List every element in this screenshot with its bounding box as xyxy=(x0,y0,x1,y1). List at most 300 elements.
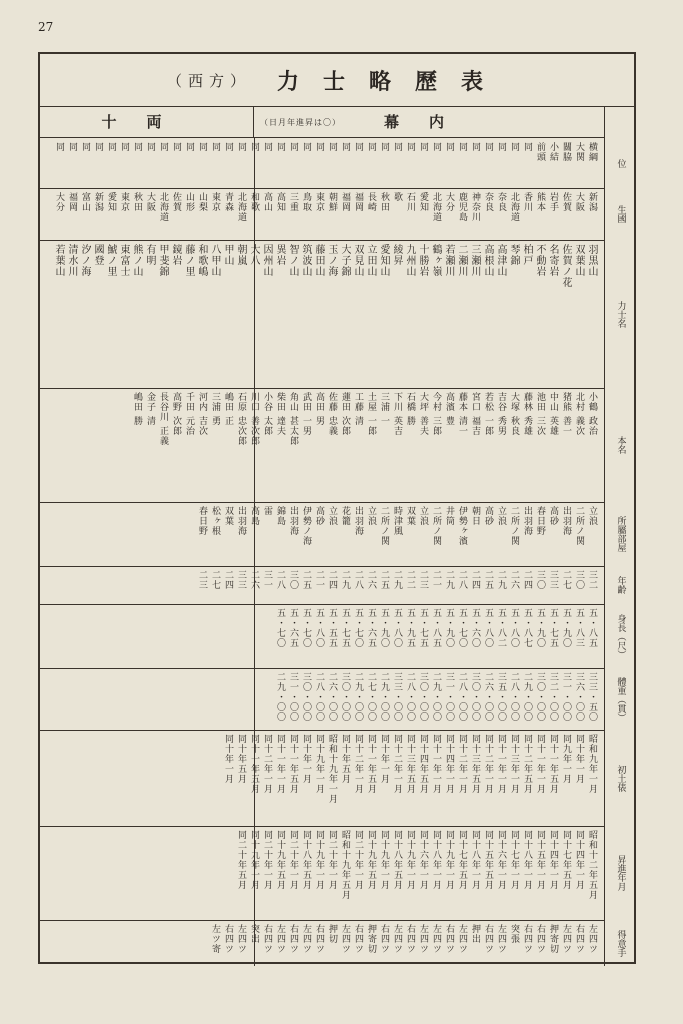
cell-province: 和歌 xyxy=(249,192,259,212)
cell-real-name: 大塚 秋良 xyxy=(509,392,519,436)
cell-age: 二五 xyxy=(379,570,389,590)
cell-debut: 同十一年一月 xyxy=(496,734,506,794)
cell-name: 甲斐錦 xyxy=(157,244,168,277)
cell-real-name: 若松 一郎 xyxy=(483,392,493,436)
cell-technique: 右四ツ xyxy=(223,924,233,954)
cell-promotion: 同十五年一月 xyxy=(535,830,545,890)
cell-rank: 同 xyxy=(496,142,506,152)
cell-name: 鏡岩 xyxy=(170,244,181,266)
cell-technique: 押出 xyxy=(470,924,480,944)
cell-name: 名寄岩 xyxy=(547,244,558,277)
title-prefix: （西方） xyxy=(166,71,251,90)
cell-province: 大分 xyxy=(54,192,64,212)
cell-technique: 左四ツ xyxy=(431,924,441,954)
cell-debut: 同十三年五月 xyxy=(405,734,415,794)
cell-debut: 同十年五月 xyxy=(340,734,350,784)
cell-technique: 左ツ寄 xyxy=(210,924,220,954)
cell-debut: 同十三年一月 xyxy=(509,734,519,794)
cell-real-name: 池田 三次 xyxy=(535,392,545,436)
cell-promotion: 同二十年一月 xyxy=(262,830,272,890)
cell-rank: 同 xyxy=(80,142,90,152)
cell-real-name: 土屋 一郎 xyxy=(366,392,376,436)
cell-name: 三瀬川 xyxy=(469,244,480,277)
cell-name: 因州山 xyxy=(261,244,272,277)
cell-rank: 同 xyxy=(522,142,532,152)
cell-age: 二二 xyxy=(405,570,415,590)
cell-technique: 左四ツ xyxy=(236,924,246,954)
cell-technique: 右四ツ xyxy=(314,924,324,954)
cell-debut: 同十年一月 xyxy=(574,734,584,784)
cell-rank: 同 xyxy=(288,142,298,152)
header-age: 年齢 xyxy=(615,576,626,594)
cell-technique: 右四ツ xyxy=(574,924,584,954)
cell-stable: 春日野 xyxy=(197,506,207,536)
cell-debut: 同十年一月 xyxy=(223,734,233,784)
cell-stable: 高砂 xyxy=(548,506,558,526)
cell-rank: 同 xyxy=(431,142,441,152)
cell-debut: 同十二年五月 xyxy=(522,734,532,794)
cell-age: 二九 xyxy=(496,570,506,590)
cell-province: 秋田 xyxy=(132,192,142,212)
cell-weight: 二八・〇〇 xyxy=(314,672,324,722)
cell-technique: 左四ツ xyxy=(301,924,311,954)
cell-technique: 左四ツ xyxy=(275,924,285,954)
cell-age: 二四 xyxy=(223,570,233,590)
cell-age: 二八 xyxy=(275,570,285,590)
cell-height: 五・八〇 xyxy=(483,608,493,648)
cell-rank: 同 xyxy=(93,142,103,152)
cell-province: 山梨 xyxy=(197,192,207,212)
cell-province: 岩手 xyxy=(548,192,558,212)
cell-weight: 三一・〇〇 xyxy=(444,672,454,722)
cell-real-name: 北村 義次 xyxy=(574,392,584,436)
header-weight: 體重（貫） xyxy=(615,676,626,722)
cell-debut: 同十年一月 xyxy=(301,734,311,784)
cell-province: 大阪 xyxy=(574,192,584,212)
cell-real-name: 蓮田 次郎 xyxy=(340,392,350,436)
cell-rank: 同 xyxy=(210,142,220,152)
cell-real-name: 三浦 勇 xyxy=(210,392,220,426)
cell-weight: 二九・〇〇 xyxy=(353,672,363,722)
cell-promotion: 同十八年一月 xyxy=(522,830,532,890)
cell-name: 異岩 xyxy=(274,244,285,266)
cell-age: 三一 xyxy=(262,570,272,590)
cell-stable: 出羽海 xyxy=(522,506,532,536)
cell-real-name: 藤林 秀雄 xyxy=(522,392,532,436)
cell-province: 東京 xyxy=(210,192,220,212)
cell-rank: 同 xyxy=(223,142,233,152)
cell-stable: 井筒 xyxy=(444,506,454,526)
cell-real-name: 吉谷 秀男 xyxy=(496,392,506,436)
cell-age: 二七 xyxy=(561,570,571,590)
cell-stable: 立浪 xyxy=(496,506,506,526)
cell-height: 五・九五 xyxy=(405,608,415,648)
cell-real-name: 千田 元治 xyxy=(184,392,194,436)
cell-weight: 三〇・〇〇 xyxy=(340,672,350,722)
cell-name: 柏戸 xyxy=(521,244,532,266)
cell-technique: 右四ツ xyxy=(405,924,415,954)
cell-name: 清水川 xyxy=(66,244,77,277)
cell-name: 汐ノ海 xyxy=(79,244,90,277)
cell-promotion: 同十六年一月 xyxy=(418,830,428,890)
cell-name: 二瀬川 xyxy=(456,244,467,277)
cell-stable: 出羽海 xyxy=(561,506,571,536)
cell-weight: 三二・〇〇 xyxy=(548,672,558,722)
cell-province: 奈良 xyxy=(483,192,493,212)
cell-height: 五・七五 xyxy=(340,608,350,648)
cell-name: 高根山 xyxy=(482,244,493,277)
row-divider xyxy=(40,502,604,503)
cell-province: 大阪 xyxy=(145,192,155,212)
cell-technique: 左四ツ xyxy=(418,924,428,954)
cell-province: 東京 xyxy=(119,192,129,212)
cell-rank: 同 xyxy=(353,142,363,152)
cell-technique: 押寄切 xyxy=(548,924,558,954)
cell-stable: 二所ノ関 xyxy=(431,506,441,546)
cell-age: 二六 xyxy=(509,570,519,590)
cell-weight: 二九・〇〇 xyxy=(431,672,441,722)
cell-province: 歌 xyxy=(392,192,402,202)
cell-real-name: 宮口 福吉 xyxy=(470,392,480,436)
cell-promotion: 同十四年一月 xyxy=(574,830,584,890)
cell-technique: 右四ツ xyxy=(444,924,454,954)
cell-province: 福岡 xyxy=(340,192,350,212)
cell-height: 五・六五 xyxy=(288,608,298,648)
cell-age: 三〇 xyxy=(288,570,298,590)
cell-name: 愛知山 xyxy=(378,244,389,277)
cell-province: 北海道 xyxy=(431,192,441,222)
roster-table xyxy=(38,52,636,964)
cell-promotion: 同十九年五月 xyxy=(275,830,285,890)
cell-real-name: 小鶴 政治 xyxy=(587,392,597,436)
cell-name: 大八 xyxy=(248,244,259,266)
cell-province: 三重 xyxy=(288,192,298,212)
cell-rank: 同 xyxy=(444,142,454,152)
cell-real-name: 佐藤 忠義 xyxy=(327,392,337,436)
cell-stable: 双葉 xyxy=(405,506,415,526)
cell-age: 二四 xyxy=(522,570,532,590)
cell-rank: 同 xyxy=(132,142,142,152)
cell-name: 智ノ山 xyxy=(287,244,298,277)
cell-name: 甲山 xyxy=(222,244,233,266)
cell-weight: 三三・〇〇 xyxy=(392,672,402,722)
cell-weight: 二九・〇〇 xyxy=(275,672,285,722)
cell-name: 高津山 xyxy=(495,244,506,277)
cell-stable: 出羽海 xyxy=(236,506,246,536)
cell-rank: 同 xyxy=(392,142,402,152)
cell-real-name: 角山 甚太郎 xyxy=(288,392,298,446)
cell-height: 五・八五 xyxy=(431,608,441,648)
cell-weight: 三一・〇〇 xyxy=(561,672,571,722)
cell-age: 二五 xyxy=(483,570,493,590)
cell-rank: 同 xyxy=(275,142,285,152)
cell-rank: 同 xyxy=(106,142,116,152)
cell-name: 東富士 xyxy=(118,244,129,277)
cell-province: 北海道 xyxy=(509,192,519,222)
cell-promotion: 同二十年一月 xyxy=(288,830,298,890)
row-divider xyxy=(40,920,604,921)
cell-province: 鳥取 xyxy=(301,192,311,212)
cell-stable: 伊勢ノ海 xyxy=(301,506,311,546)
cell-stable: 春日野 xyxy=(535,506,545,536)
cell-weight: 三五・〇〇 xyxy=(496,672,506,722)
cell-technique: 右四ツ xyxy=(262,924,272,954)
page-number: 27 xyxy=(38,20,54,34)
cell-real-name: 柴田 達夫 xyxy=(275,392,285,436)
cell-promotion: 同十四年一月 xyxy=(548,830,558,890)
cell-rank: 同 xyxy=(327,142,337,152)
header-real-name: 本名 xyxy=(615,436,626,454)
cell-technique: 左四ツ xyxy=(340,924,350,954)
cell-stable: 出羽海 xyxy=(288,506,298,536)
cell-stable: 伊勢ヶ濱 xyxy=(457,506,467,546)
cell-promotion: 同二十年一月 xyxy=(353,830,363,890)
cell-promotion: 同十七年五月 xyxy=(457,830,467,890)
cell-name: 佐賀ノ花 xyxy=(560,244,571,288)
cell-province: 香川 xyxy=(522,192,532,212)
cell-province: 大分 xyxy=(444,192,454,212)
cell-height: 五・六〇 xyxy=(470,608,480,648)
cell-real-name: 高濱 豊 xyxy=(444,392,454,426)
cell-real-name: 嶋田 正 xyxy=(223,392,233,426)
header-province: 生國 xyxy=(615,205,626,223)
cell-name: 和歌嶋 xyxy=(196,244,207,277)
cell-weight: 三六・〇〇 xyxy=(574,672,584,722)
cell-height: 五・八五 xyxy=(587,608,597,648)
cell-debut: 同十一年五月 xyxy=(249,734,259,794)
cell-stable: 立浪 xyxy=(587,506,597,526)
cell-debut: 同十九年一月 xyxy=(314,734,324,794)
row-divider xyxy=(40,604,604,605)
cell-technique: 右四ツ xyxy=(353,924,363,954)
cell-real-name: 石橋 勝 xyxy=(405,392,415,426)
cell-stable: 二所ノ関 xyxy=(509,506,519,546)
cell-age: 二八 xyxy=(353,570,363,590)
cell-age: 三三 xyxy=(548,570,558,590)
cell-rank: 前頭 xyxy=(535,142,545,162)
cell-stable: 高砂 xyxy=(314,506,324,526)
cell-promotion: 同二十年一月 xyxy=(327,830,337,890)
cell-technique: 左四ツ xyxy=(496,924,506,954)
cell-debut: 同十四年五月 xyxy=(418,734,428,794)
cell-name: 綾昇 xyxy=(391,244,402,266)
cell-promotion: 昭和十九年五月 xyxy=(340,830,350,900)
cell-height: 五・八〇 xyxy=(314,608,324,648)
cell-real-name: 高田 男 xyxy=(314,392,324,426)
cell-name: 八甲山 xyxy=(209,244,220,277)
cell-age: 二九 xyxy=(444,570,454,590)
cell-weight: 三〇・〇〇 xyxy=(418,672,428,722)
cell-weight: 三三・五〇 xyxy=(587,672,597,722)
cell-age: 二九 xyxy=(340,570,350,590)
cell-province: 愛知 xyxy=(106,192,116,212)
cell-promotion: 同十八年五月 xyxy=(392,830,402,890)
cell-debut: 同十一年五月 xyxy=(288,734,298,794)
cell-rank: 同 xyxy=(54,142,64,152)
cell-weight: 二六・〇〇 xyxy=(327,672,337,722)
cell-real-name: 川口 善次郎 xyxy=(249,392,259,446)
cell-technique: 突張 xyxy=(509,924,519,944)
cell-name: 十勝岩 xyxy=(417,244,428,277)
cell-weight: 二九・〇〇 xyxy=(379,672,389,722)
cell-height: 五・九〇 xyxy=(535,608,545,648)
cell-debut: 同十三年五月 xyxy=(470,734,480,794)
cell-real-name: 下川 英吉 xyxy=(392,392,402,436)
cell-weight: 二八・〇〇 xyxy=(509,672,519,722)
cell-rank: 小結 xyxy=(548,142,558,162)
cell-technique: 左四ツ xyxy=(457,924,467,954)
cell-weight: 二六・〇〇 xyxy=(483,672,493,722)
cell-stable: 花籠 xyxy=(340,506,350,526)
cell-stable: 高島 xyxy=(249,506,259,526)
cell-age: 二四 xyxy=(327,570,337,590)
cell-height: 五・五五 xyxy=(327,608,337,648)
cell-province: 愛知 xyxy=(418,192,428,212)
cell-promotion: 同十七年一月 xyxy=(509,830,519,890)
cell-rank: 同 xyxy=(262,142,272,152)
section-makuuchi-note: （日月年進昇は〇） xyxy=(260,118,341,127)
cell-stable: 立浪 xyxy=(418,506,428,526)
cell-height: 五・八七 xyxy=(522,608,532,648)
row-divider xyxy=(40,826,604,827)
cell-rank: 同 xyxy=(366,142,376,152)
cell-age: 二一 xyxy=(431,570,441,590)
cell-promotion: 同十五年五月 xyxy=(483,830,493,890)
cell-rank: 同 xyxy=(145,142,155,152)
cell-rank: 横綱 xyxy=(587,142,597,162)
cell-weight: 二九・〇〇 xyxy=(522,672,532,722)
cell-province: 鹿児島 xyxy=(457,192,467,222)
cell-height: 五・七五 xyxy=(418,608,428,648)
cell-promotion: 昭和十二年五月 xyxy=(587,830,597,900)
cell-name: 双葉山 xyxy=(573,244,584,277)
cell-height: 五・七〇 xyxy=(301,608,311,648)
cell-real-name: 猪熊 善一 xyxy=(561,392,571,436)
cell-province: 長崎 xyxy=(366,192,376,212)
cell-weight: 三〇・〇〇 xyxy=(301,672,311,722)
cell-province: 熊本 xyxy=(535,192,545,212)
cell-technique: 突出 xyxy=(249,924,259,944)
cell-real-name: 高野 次郎 xyxy=(171,392,181,436)
cell-height: 五・七〇 xyxy=(457,608,467,648)
cell-real-name: 藤本 清一 xyxy=(457,392,467,436)
cell-real-name: 武田 一男 xyxy=(301,392,311,436)
cell-name: 立田山 xyxy=(365,244,376,277)
cell-province: 北海道 xyxy=(236,192,246,222)
cell-name: 鯱ノ里 xyxy=(105,244,116,277)
cell-debut: 同十二年一月 xyxy=(457,734,467,794)
cell-rank: 同 xyxy=(509,142,519,152)
cell-real-name: 三浦 一 xyxy=(379,392,389,426)
row-divider xyxy=(40,188,604,189)
cell-rank: 同 xyxy=(483,142,493,152)
cell-rank: 同 xyxy=(418,142,428,152)
cell-technique: 押切 xyxy=(327,924,337,944)
cell-debut: 昭和十九年一月 xyxy=(327,734,337,804)
cell-promotion: 同十九年一月 xyxy=(379,830,389,890)
cell-name: 有明 xyxy=(144,244,155,266)
cell-technique: 右四ツ xyxy=(483,924,493,954)
cell-name: 若葉山 xyxy=(53,244,64,277)
cell-name: 不動岩 xyxy=(534,244,545,277)
cell-name: 琴錦 xyxy=(508,244,519,266)
cell-stable: 二所ノ関 xyxy=(379,506,389,546)
cell-technique: 右四ツ xyxy=(379,924,389,954)
cell-debut: 同十二年一月 xyxy=(353,734,363,794)
cell-height: 五・八〇 xyxy=(509,608,519,648)
cell-name: 鶴ヶ嶺 xyxy=(430,244,441,277)
cell-real-name: 大坪 善夫 xyxy=(418,392,428,436)
cell-province: 福岡 xyxy=(67,192,77,212)
cell-rank: 同 xyxy=(184,142,194,152)
cell-rank: 同 xyxy=(314,142,324,152)
cell-technique: 右四ツ xyxy=(522,924,532,954)
cell-stable: 立浪 xyxy=(327,506,337,526)
cell-debut: 同十一年一月 xyxy=(535,734,545,794)
section-makuuchi xyxy=(254,106,604,138)
cell-height: 五・七〇 xyxy=(275,608,285,648)
cell-real-name: 今村 三郎 xyxy=(431,392,441,436)
cell-age: 二三 xyxy=(197,570,207,590)
cell-promotion: 同十九年五月 xyxy=(366,830,376,890)
cell-rank: 關脇 xyxy=(561,142,571,162)
cell-name: 九州山 xyxy=(404,244,415,277)
cell-province: 高知 xyxy=(275,192,285,212)
cell-technique: 押寄切 xyxy=(366,924,376,954)
cell-province: 富山 xyxy=(80,192,90,212)
section-juryo-label: 十両 xyxy=(101,113,192,131)
cell-promotion: 同十七年五月 xyxy=(561,830,571,890)
cell-age: 三三 xyxy=(236,570,246,590)
header-rank: 位 xyxy=(615,158,626,168)
cell-age: 二七 xyxy=(210,570,220,590)
cell-province: 石川 xyxy=(405,192,415,212)
cell-name: 筑波山 xyxy=(300,244,311,277)
cell-stable: 立浪 xyxy=(366,506,376,526)
cell-stable: 錦島 xyxy=(275,506,285,526)
cell-promotion: 同二十年五月 xyxy=(236,830,246,890)
cell-province: 北海道 xyxy=(158,192,168,222)
cell-weight: 二七・〇〇 xyxy=(366,672,376,722)
cell-height: 五・八二 xyxy=(496,608,506,648)
header-technique: 得意手 xyxy=(615,929,626,957)
cell-technique: 左四ツ xyxy=(587,924,597,954)
cell-debut: 昭和九年一月 xyxy=(587,734,597,794)
table-title xyxy=(40,54,634,107)
cell-debut: 同十一年一月 xyxy=(431,734,441,794)
cell-weight: 二八・〇〇 xyxy=(405,672,415,722)
row-divider xyxy=(40,240,604,241)
cell-debut: 同十一年一月 xyxy=(275,734,285,794)
cell-province: 佐賀 xyxy=(171,192,181,212)
cell-age: 二一 xyxy=(314,570,324,590)
cell-promotion: 同十九年一月 xyxy=(444,830,454,890)
cell-height: 五・九〇 xyxy=(561,608,571,648)
cell-stable: 松ヶ根 xyxy=(210,506,220,536)
cell-name: 藤田山 xyxy=(313,244,324,277)
cell-rank: 同 xyxy=(171,142,181,152)
cell-province: 秋田 xyxy=(379,192,389,212)
cell-promotion: 同十八年五月 xyxy=(301,830,311,890)
cell-rank: 同 xyxy=(301,142,311,152)
cell-province: 佐賀 xyxy=(561,192,571,212)
cell-weight: 三一・〇〇 xyxy=(288,672,298,722)
cell-stable: 朝日 xyxy=(470,506,480,526)
header-column xyxy=(604,106,638,966)
cell-rank: 同 xyxy=(249,142,259,152)
cell-height: 五・九〇 xyxy=(379,608,389,648)
row-divider xyxy=(40,566,604,567)
